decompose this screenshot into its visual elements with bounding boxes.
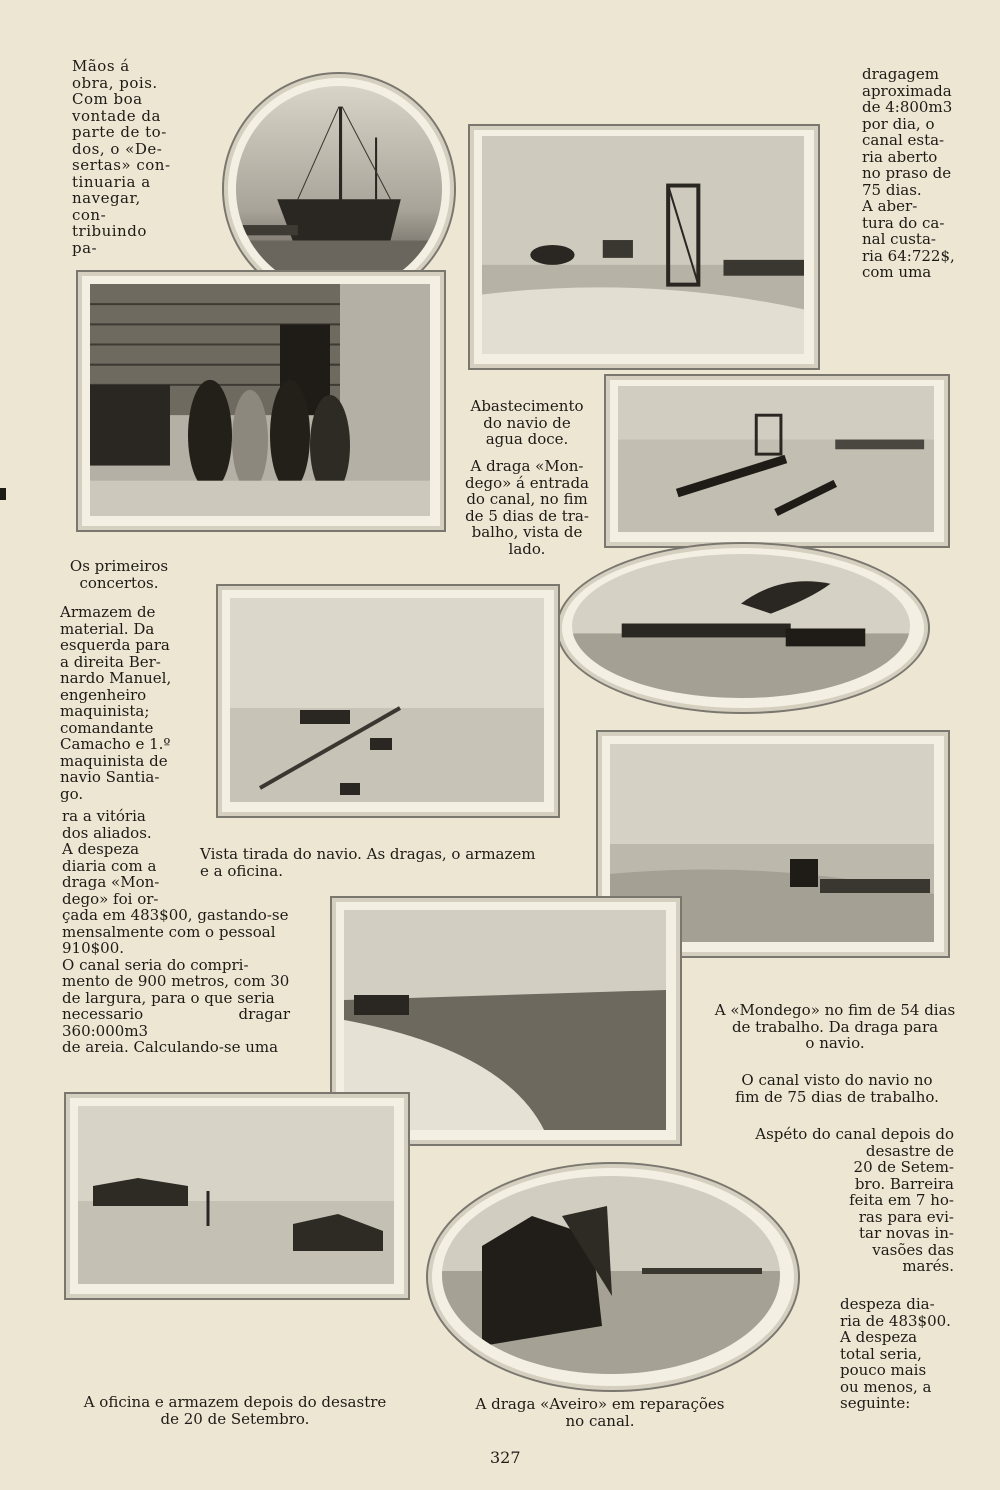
photo-oxen-derrick (482, 136, 804, 354)
article-text-bottom-right: despeza dia- ria de 483$00. A despeza total seria, pouco mais ou menos, a seguinte: (840, 1295, 951, 1412)
photo-workshop-warehouse (78, 1106, 394, 1284)
binding-mark (0, 488, 6, 500)
photo-dredge-aveiro (442, 1176, 780, 1374)
page-number: 327 (490, 1448, 521, 1467)
caption-armazem-material: Armazem de material. Da esquerda para a direita Ber- nardo Manuel, engenheiro maquinista; comandante Camacho e 1.º maquinista de navio Santia- go. (60, 603, 172, 803)
caption-draga-aveiro: A draga «Aveiro» em reparações no canal. (475, 1395, 725, 1430)
article-text-left-middle: ra a vitória dos aliados. A despeza diaria com a draga «Mon- dego» foi or- çada em 483$00, gastando-se mensalmente com o pessoal 910$00. O canal seria do compri- mento de 900 metros, com 30 de largura, para o que seria necessario dragar 360:000m3 de areia. Calculando-se uma (62, 807, 290, 1056)
caption-aspeto-canal: Aspéto do canal depois do desastre de 20 de Setem- bro. Barreira feita em 7 ho- ras para evi- tar novas in- vasões das marés. (755, 1125, 954, 1275)
caption-abastecimento: Abastecimento do navio de agua doce. (470, 397, 584, 448)
caption-vista-tirada: Vista tirada do navio. As dragas, o armazem e a oficina. (200, 845, 536, 880)
photo-dredge-pipes (618, 386, 934, 532)
caption-oficina-armazem: A oficina e armazem depois do desastre de 20 de Setembro. (83, 1393, 387, 1428)
article-text-top-right: dragagem aproximada de 4:800m3 por dia, o canal esta- ria aberto no praso de 75 dias. A aber- tura do ca- nal custa- ria 64:722$, com uma (862, 65, 955, 281)
article-text-top-left: Mãos á obra, pois. Com boa vontade da parte de to- dos, o «De- sertas» con- tinuaria a navegar, con- tribuindo pa- (72, 57, 171, 257)
caption-draga-mondego-entrada: A draga «Mon- dego» á entrada do canal, no fim de 5 dias de tra- balho, vista de lado. (465, 457, 589, 558)
photo-ship-harbour (236, 86, 442, 292)
caption-canal-75-dias: O canal visto do navio no fim de 75 dias de trabalho. (735, 1071, 939, 1106)
caption-primeiros-concertos: Os primeiros concertos. (69, 557, 169, 592)
photo-view-from-ship (230, 598, 544, 802)
caption-mondego-54-dias: A «Mondego» no fim de 54 dias de trabalho. Da draga para o navio. (714, 1001, 956, 1052)
photo-men-seated (90, 284, 430, 516)
photo-ship-smoke (572, 554, 910, 698)
